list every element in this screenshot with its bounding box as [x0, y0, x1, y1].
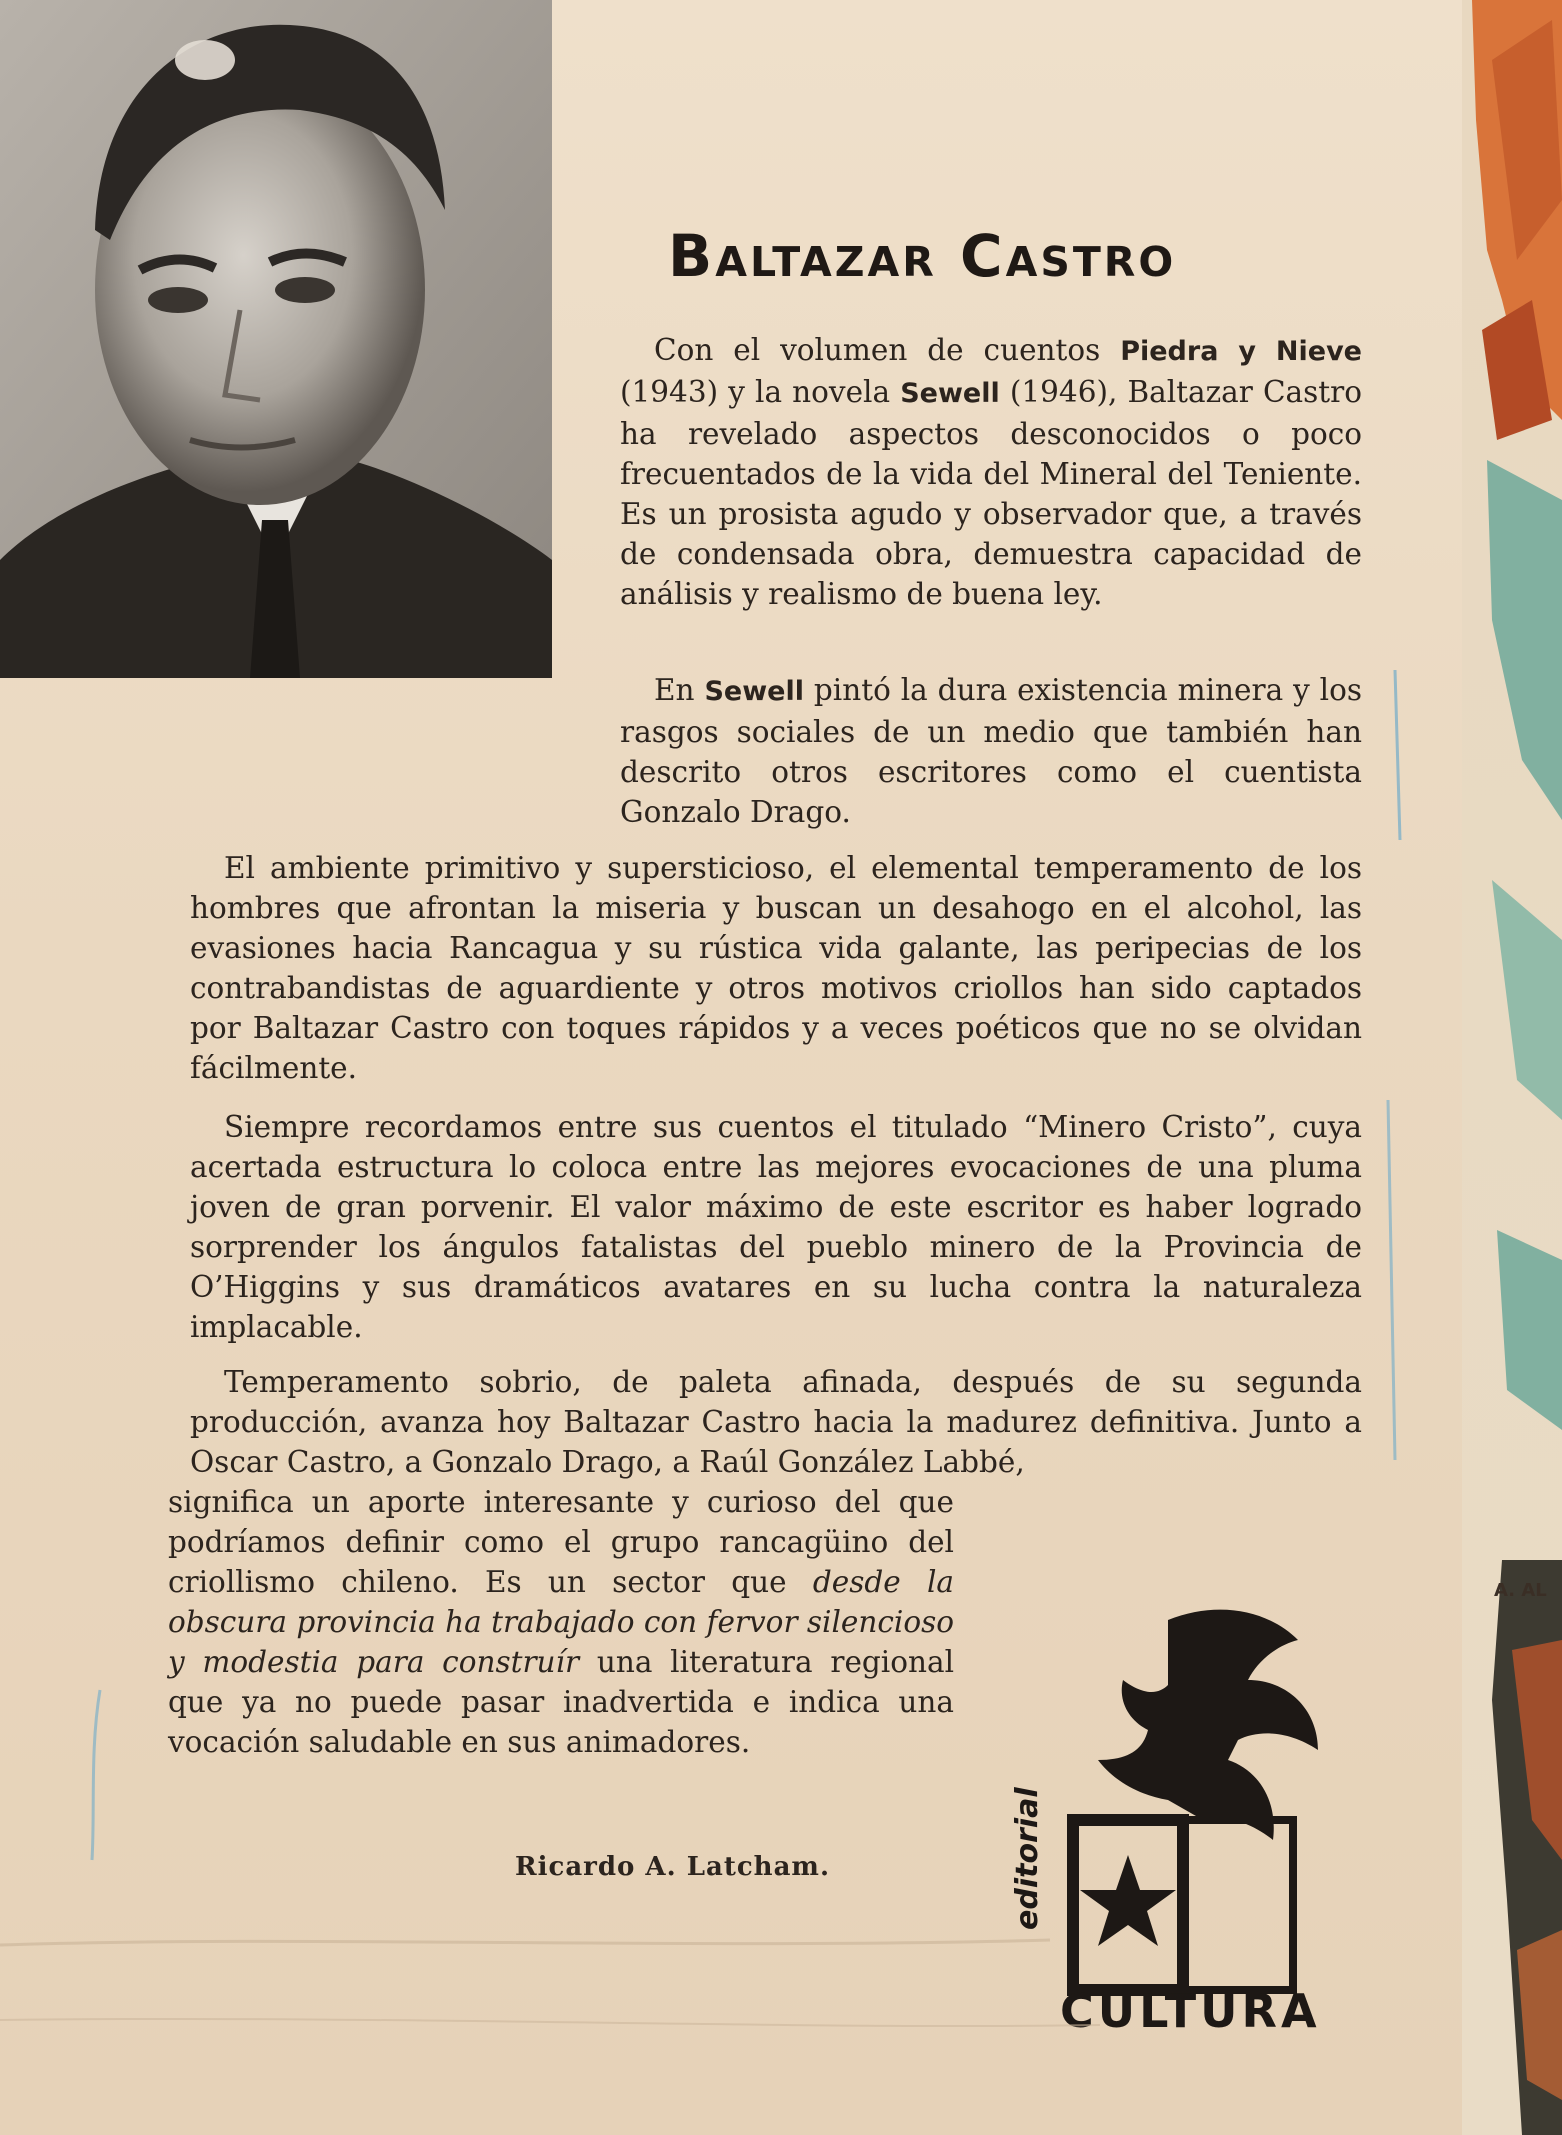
book-title-sewell-2: Sewell — [704, 676, 804, 707]
publisher-logo-vertical-text: editorial — [1010, 1787, 1045, 1930]
publisher-logo-text: CULTURA — [1060, 1984, 1321, 2038]
paragraph-5-text-c: una literatura regional que ya no puede pasar inadvertida e indica una vocación saludable en sus animadores. — [168, 1645, 955, 1759]
paragraph-3: El ambiente primitivo y supersticioso, el elemental temperamento de los hombres que afrontan la miseria y buscan un desahogo en el alcohol, las evasiones hacia Rancagua y su rústica vida galante, las peripecias de los contrabandistas de aguardiente y otros motivos criollos han sido captados por Baltazar Castro con toques rápidos y a veces poéticos que no se olvidan fácilmente. — [190, 851, 1362, 1085]
paragraph-2-text-c: pintó la dura existencia minera y los rasgos sociales de un medio que también han descrito otros escritores como el cuentista Gonzalo Drago. — [620, 673, 1362, 829]
paragraph-2-text-a: En — [654, 673, 705, 707]
paragraph-1-text-c: (1943) y la novela — [620, 375, 901, 409]
cover-art-strip — [1462, 0, 1562, 2135]
paragraph-1-text-d: (1946), Baltazar Castro ha revelado aspectos desconocidos o poco frecuentados de la vida del Mineral del Teniente. Es un prosista agudo y observador que, a través de condensada obra, demuestra capacidad de análisis y realismo de buena ley. — [620, 375, 1362, 611]
cover-art-corner-label: A. AL — [1494, 1580, 1547, 1601]
paragraph-4: Siempre recordamos entre sus cuentos el titulado “Minero Cristo”, cuya acertada estructura lo coloca entre las mejores evocaciones de una pluma joven de gran porvenir. El valor máximo de este escritor es haber logrado sorprender los ángulos fatalistas del pueblo minero de la Provincia de O’Higgins y sus dramáticos avatares en su lucha contra la naturaleza implacable. — [190, 1110, 1362, 1344]
cover-art-brushstrokes — [1462, 0, 1562, 2135]
book-title-piedra-y-nieve: Piedra y Nieve — [1120, 336, 1362, 367]
signature-author: Ricardo A. Latcham. — [515, 1852, 830, 1882]
paragraph-1 — [620, 330, 1362, 614]
author-name-heading: Baltazar Castro — [668, 222, 1177, 290]
publisher-logo — [1010, 1600, 1338, 2040]
paragraph-5-italic: desde la obscura provincia ha trabajado con fervor silencioso y modestia para construír — [168, 1565, 954, 1679]
book-title-sewell: Sewell — [900, 378, 1000, 409]
paragraph-2 — [620, 670, 1362, 832]
paragraph-1-text-a: Con el volumen de cuentos — [654, 333, 1121, 367]
paragraph-5-text-a: significa un aporte interesante y curioso del que podríamos definir como el grupo rancagüino del criollismo chileno. Es un sector que — [168, 1485, 954, 1599]
author-portrait-photo — [0, 0, 552, 678]
paragraph-5-top: Temperamento sobrio, de paleta afinada, después de su segunda producción, avanza hoy Baltazar Castro hacia la madurez definitiva. Junto a Oscar Castro, a Gonzalo Drago, a Raúl González Labbé, — [190, 1365, 1362, 1479]
pegasus-star-logo-icon — [1018, 1600, 1338, 2040]
author-portrait-image — [0, 0, 552, 678]
paragraph-5-bottom — [168, 1482, 954, 1762]
